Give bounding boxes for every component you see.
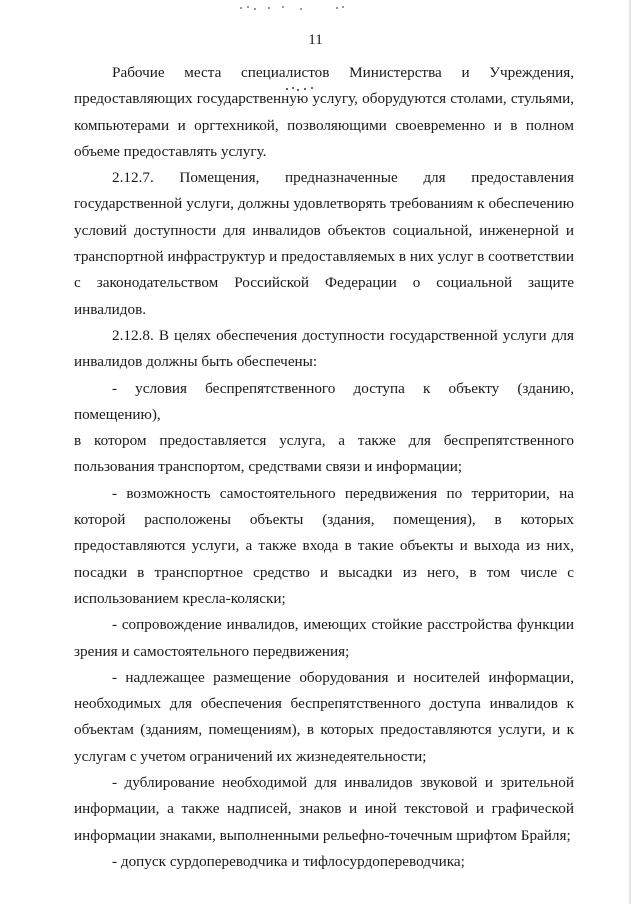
text-line: использованием кресла-коляски; <box>74 589 286 607</box>
page-number: 11 <box>308 32 323 48</box>
text-line: - дублирование необходимой для инвалидов звуковой и зрительной <box>112 774 574 792</box>
scan-artifact-top <box>238 3 358 11</box>
text-line: услугам с учетом ограничений их жизнедеятельности; <box>74 747 427 765</box>
paragraph-p6 <box>74 612 574 665</box>
text-line: компьютерами и оргтехникой, позволяющими своевременно и в полном <box>74 116 574 134</box>
text-line: условий доступности для инвалидов объектов социальной, инженерной и <box>74 221 574 239</box>
text-line: зрения и самостоятельного передвижения; <box>74 642 350 660</box>
text-line: 2.12.8. В целях обеспечения доступности государственной услуги для <box>112 326 574 344</box>
text-line: с законодательством Российской Федерации о социальной защите инвалидов. <box>74 274 574 318</box>
text-line: инвалидов должны быть обеспечены: <box>74 353 318 371</box>
text-line: информации, а также надписей, знаков и иной текстовой и графической <box>74 800 574 818</box>
text-line: предоставляются услуги, а также входа в такие объекты и выхода из них, <box>74 537 574 555</box>
text-line: необходимых для обеспечения беспрепятственного доступа инвалидов к <box>74 695 574 713</box>
text-line: Рабочие места специалистов Министерства и Учреждения, <box>112 64 574 81</box>
text-line: предоставляющих государственную услугу, оборудуются столами, стульями, <box>74 90 574 108</box>
text-line: информации знаками, выполненными рельефно-точечным шрифтом Брайля; <box>74 826 571 844</box>
paragraph-p9 <box>74 849 574 875</box>
text-line: - сопровождение инвалидов, имеющих стойкие расстройства функции <box>112 616 574 634</box>
text-line: объеме предоставлять услугу. <box>74 142 267 160</box>
text-line: - возможность самостоятельного передвижения по территории, на <box>112 484 574 502</box>
text-line: в котором предоставляется услуга, а также для беспрепятственного <box>74 432 574 450</box>
paragraph-p8 <box>74 770 574 849</box>
paragraph-p1 <box>74 60 574 165</box>
paragraph-p7 <box>74 665 574 770</box>
paragraph-p2 <box>74 165 574 323</box>
text-line: - условия беспрепятственного доступа к объекту (зданию, помещению), <box>74 379 574 423</box>
text-line: посадки в транспортное средство и высадки из него, в том числе с <box>74 563 574 581</box>
text-line: объектам (зданиям, помещениям), в которых предоставляются услуги, и к <box>74 721 574 739</box>
paragraph-p5 <box>74 481 574 612</box>
paragraph-p3 <box>74 323 574 376</box>
text-line: которой расположены объекты (здания, помещения), в которых <box>74 511 574 529</box>
text-line: - допуск сурдопереводчика и тифлосурдопереводчика; <box>112 852 465 870</box>
text-line: 2.12.7. Помещения, предназначенные для предоставления <box>112 169 574 187</box>
text-line: пользования транспортом, средствами связи и информации; <box>74 458 463 476</box>
text-line: транспортной инфраструктур и предоставляемых в них услуг в соответствии <box>74 248 574 266</box>
text-line: государственной услуги, должны удовлетворять требованиям к обеспечению <box>74 195 574 213</box>
paragraph-p4 <box>74 376 574 481</box>
document-body <box>74 60 574 875</box>
text-line: - надлежащее размещение оборудования и носителей информации, <box>112 668 574 686</box>
